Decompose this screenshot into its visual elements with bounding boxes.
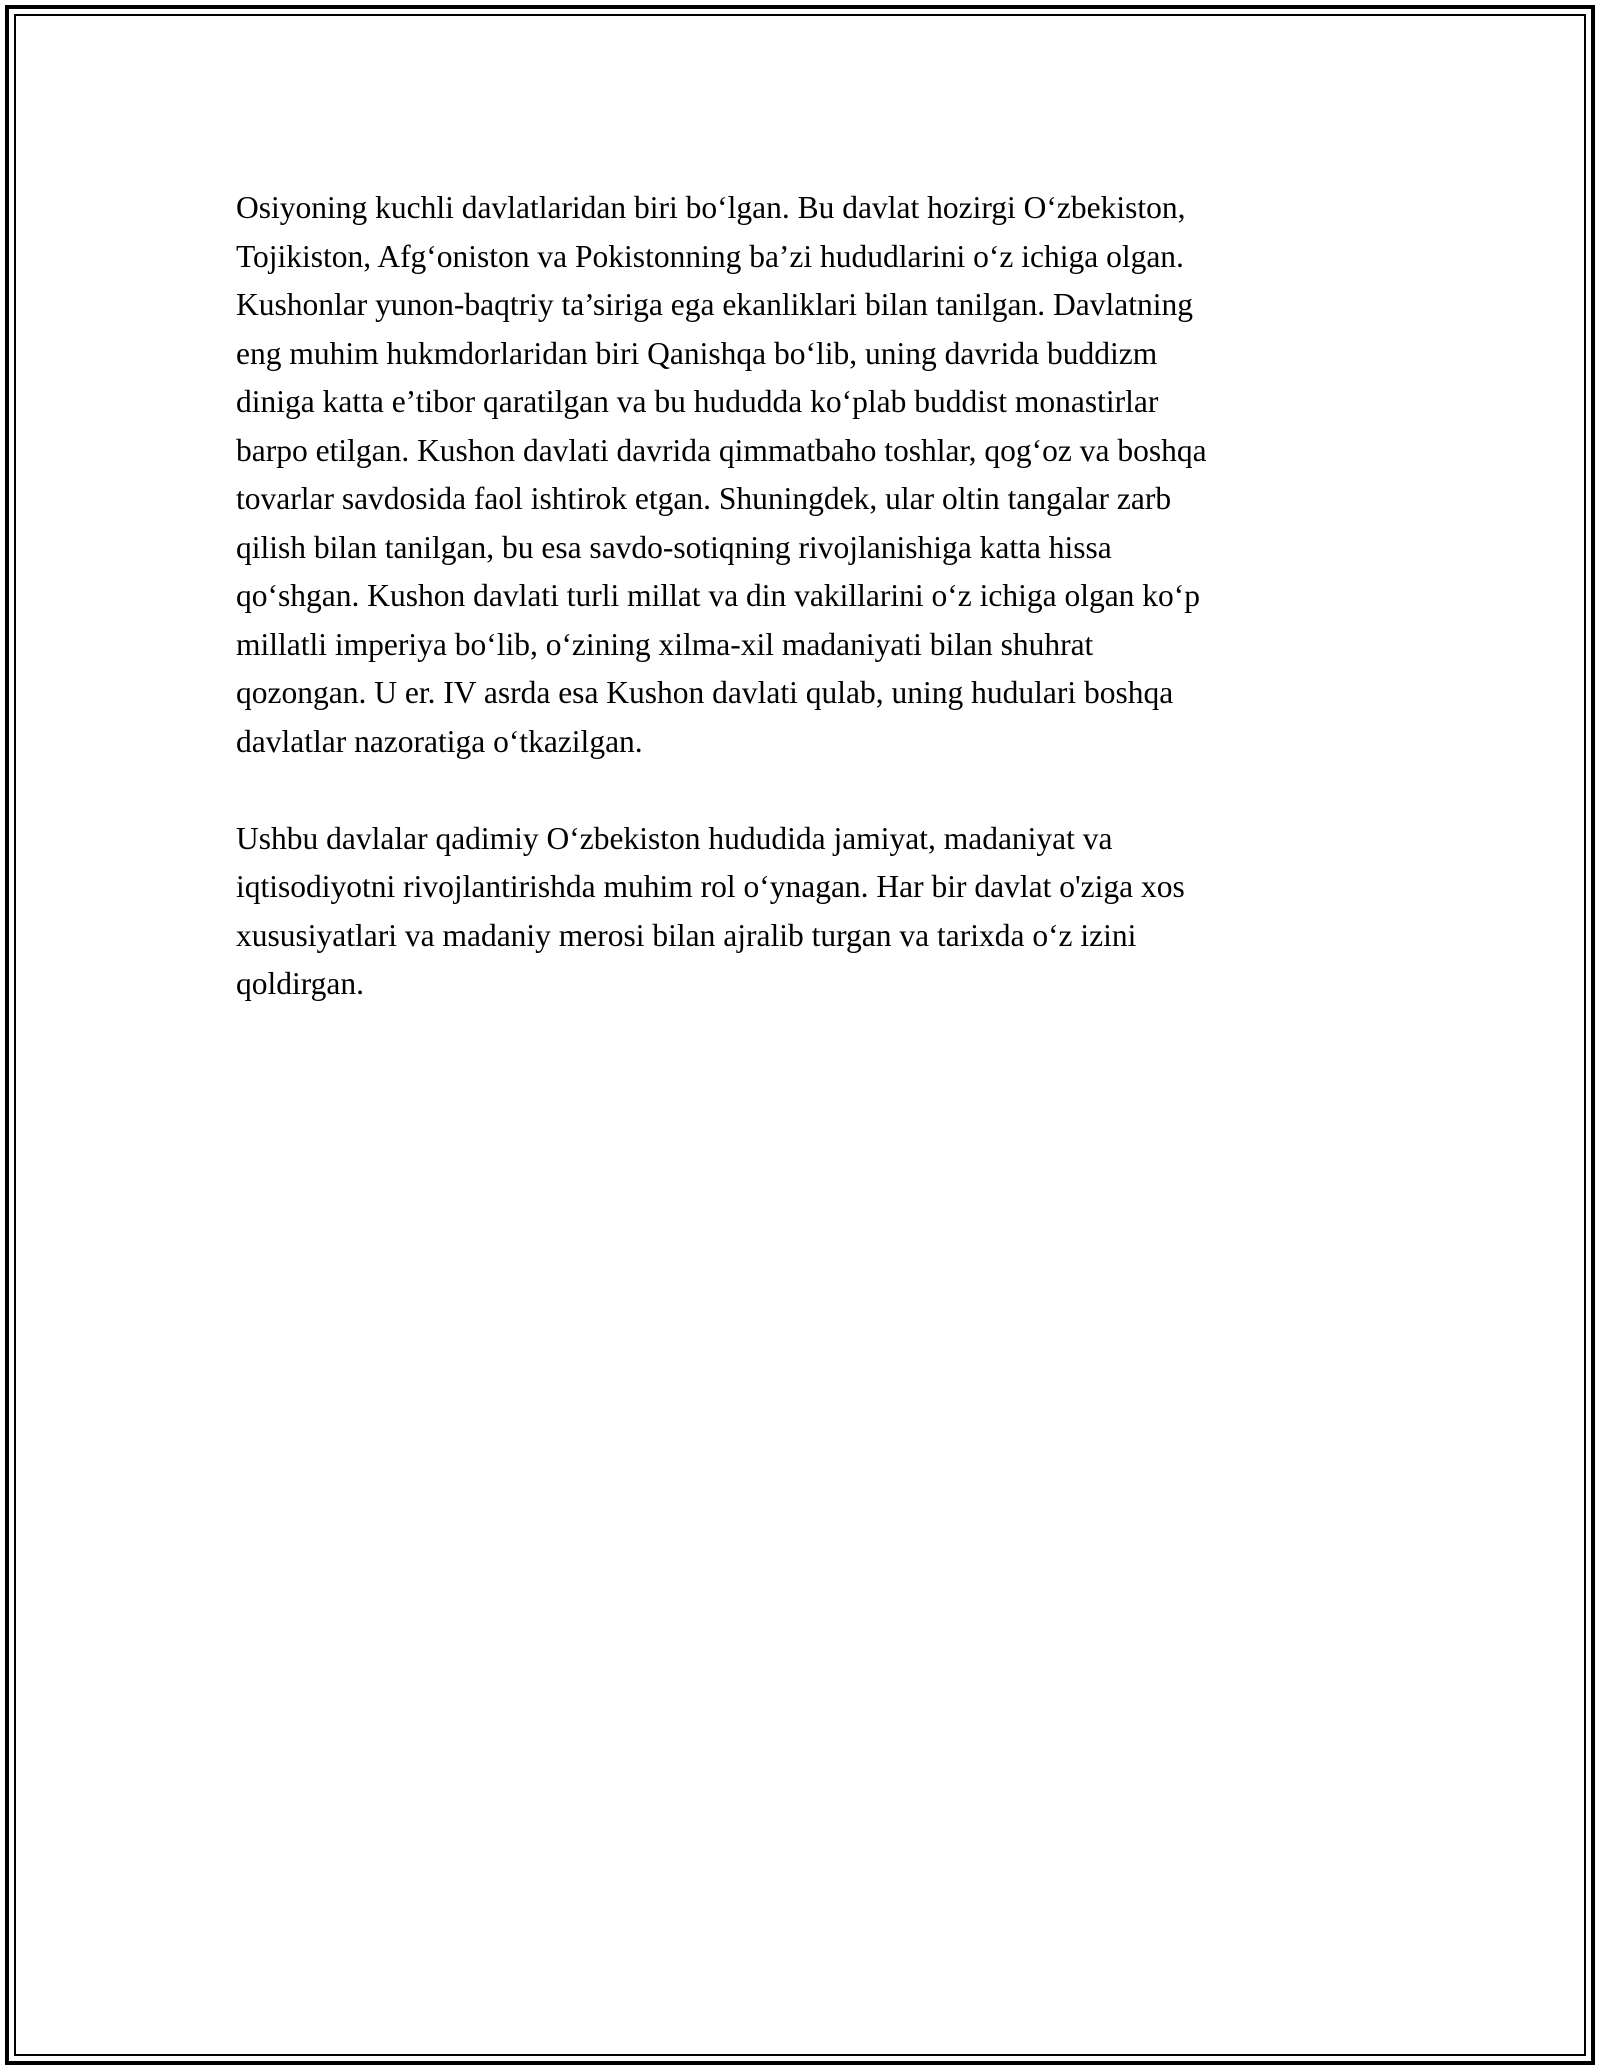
text-line: qo‘shgan. Kushon davlati turli millat va din vakillarini o‘z ichiga olgan ko‘p: [236, 578, 1201, 613]
text-line: barpo etilgan. Kushon davlati davrida qimmatbaho toshlar, qog‘oz va boshqa: [236, 432, 1207, 468]
text-line: Ushbu davlalar qadimiy O‘zbekiston hududida jamiyat, madaniyat va: [236, 820, 1113, 856]
text-line: millatli imperiya bo‘lib, o‘zining xilma-xil madaniyati bilan shuhrat: [236, 626, 1094, 662]
paragraph-spacer: [236, 766, 1396, 815]
text-line: iqtisodiyotni rivojlantirishda muhim rol o‘ynagan. Har bir davlat o'ziga xos: [236, 869, 1185, 904]
text-line: diniga katta e’tibor qaratilgan va bu hududda ko‘plab buddist monastirlar: [236, 384, 1159, 419]
text-line: xususiyatlari va madaniy merosi bilan ajralib turgan va tarixda o‘z izini: [236, 917, 1137, 953]
text-line: qilish bilan tanilgan, bu esa savdo-sotiqning rivojlanishiga katta hissa: [236, 529, 1112, 565]
text-line: qoldirgan.: [236, 966, 365, 1001]
text-line: eng muhim hukmdorlaridan biri Qanishqa bo‘lib, uning davrida buddizm: [236, 335, 1158, 371]
paragraph-kushan-state: [236, 184, 1396, 766]
document-body: [236, 184, 1396, 1009]
text-line: qozongan. U er. IV asrda esa Kushon davlati qulab, uning hudulari boshqa: [236, 675, 1174, 710]
text-line: Kushonlar yunon-baqtriy ta’siriga ega ekanliklari bilan tanilgan. Davlatning: [236, 287, 1193, 322]
text-line: Tojikiston, Afg‘oniston va Pokistonning ba’zi hududlarini o‘z ichiga olgan.: [236, 238, 1184, 274]
text-line: davlatlar nazoratiga o‘tkazilgan.: [236, 723, 643, 759]
text-line: tovarlar savdosida faol ishtirok etgan. Shuningdek, ular oltin tangalar zarb: [236, 481, 1172, 516]
text-line: Osiyoning kuchli davlatlaridan biri bo‘lgan. Bu davlat hozirgi O‘zbekiston,: [236, 190, 1186, 225]
paragraph-summary: [236, 815, 1396, 1009]
